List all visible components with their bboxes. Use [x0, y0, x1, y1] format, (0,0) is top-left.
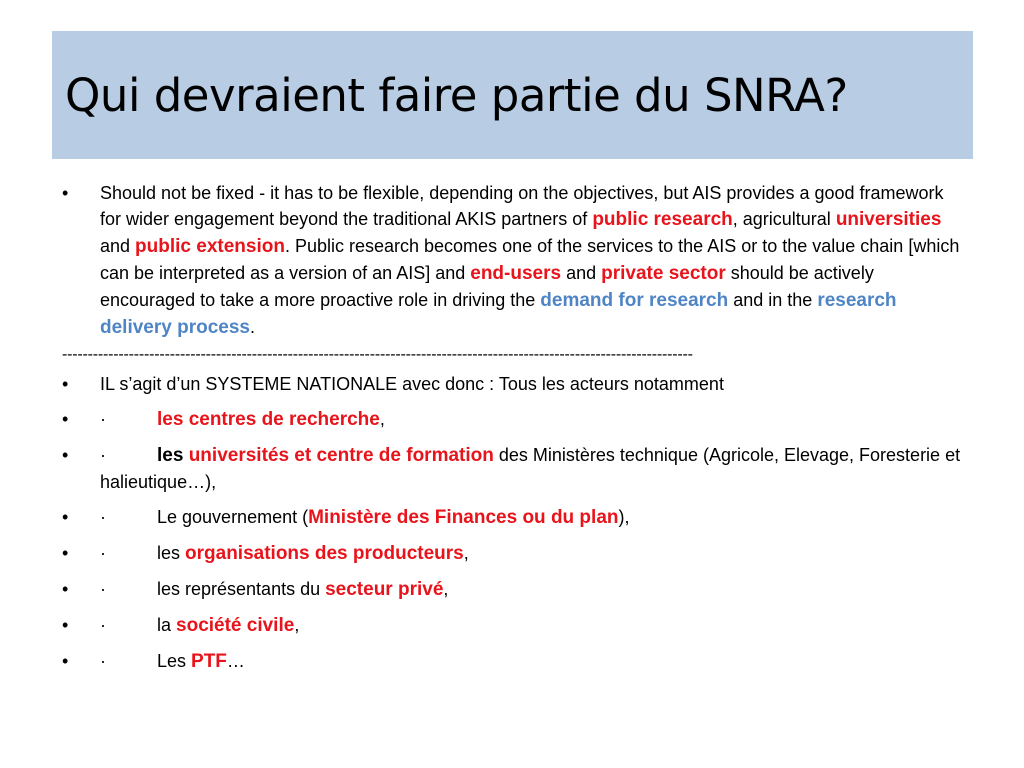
- highlight-universities: universities: [835, 209, 942, 230]
- highlight-demand-for-research: demand for research: [540, 290, 729, 311]
- text: . Public research becomes one of the services to the AIS or to the value chain [which can be interpreted as a version of an AIS] and: [100, 236, 960, 283]
- title-banner: [52, 31, 973, 159]
- highlight-research-delivery-process: research delivery process: [100, 290, 897, 338]
- text: …: [226, 651, 245, 671]
- text: des Ministères technique (Agricole, Elevage, Foresterie et halieutique…),: [100, 445, 961, 492]
- text: and: [100, 236, 136, 256]
- text: Should not be fixed - it has to be flexible, depending on the objectives, but AIS provides a good framework for wider engagement beyond the traditional AKIS partners of: [100, 183, 944, 229]
- bullet-icon: •: [62, 183, 69, 203]
- highlight-ptf: PTF: [191, 651, 227, 672]
- bullet-icon: •: [62, 651, 69, 671]
- highlight-centres: les centres de recherche: [157, 409, 380, 430]
- text: .: [249, 317, 255, 337]
- text: ,: [463, 543, 469, 563]
- highlight-ministere: Ministère des Finances ou du plan: [308, 507, 619, 528]
- bullet-icon: •: [62, 409, 69, 429]
- text: , agricultural: [732, 209, 836, 229]
- text: la: [157, 615, 177, 635]
- highlight-societe-civile: société civile: [176, 615, 295, 636]
- highlight-end-users: end-users: [470, 263, 562, 284]
- highlight-private-sector: private sector: [601, 263, 726, 284]
- bullet-item-societe-civile: [62, 612, 962, 639]
- highlight-universites: universités et centre de formation: [188, 445, 494, 466]
- text: and in the: [728, 290, 818, 310]
- sub-marker: ·: [100, 615, 106, 635]
- text: ,: [294, 615, 300, 635]
- bullet-item-centres: [62, 406, 962, 433]
- text: ,: [379, 409, 385, 429]
- text: should be actively encouraged to take a more proactive role in driving the: [100, 263, 874, 310]
- text: les: [157, 543, 186, 563]
- text: Les: [157, 651, 192, 671]
- text: and: [561, 263, 602, 283]
- text: ),: [618, 507, 630, 527]
- sub-marker: ·: [100, 409, 106, 429]
- bullet-item-secteur-prive: [62, 576, 962, 603]
- text: les représentants du: [157, 579, 326, 599]
- text: Le gouvernement (: [157, 507, 309, 527]
- bullet-item-systeme: [62, 371, 962, 397]
- bullet-icon: •: [62, 374, 69, 394]
- bullet-item-organisations: [62, 540, 962, 567]
- sub-marker: ·: [100, 543, 106, 563]
- bullet-item-gouvernement: [62, 504, 962, 531]
- highlight-secteur-prive: secteur privé: [325, 579, 444, 600]
- highlight-organisations: organisations des producteurs: [185, 543, 464, 564]
- sub-marker: ·: [100, 507, 106, 527]
- sub-marker: ·: [100, 579, 106, 599]
- bullet-item-universites: [62, 442, 962, 495]
- bold-les: les: [157, 445, 189, 466]
- bullet-icon: •: [62, 507, 69, 527]
- dashed-divider: ---------------------------------------------------------------------------------------------------------------------------: [62, 346, 693, 363]
- slide-body: [62, 180, 962, 684]
- slide-title: Qui devraient faire partie du SNRA?: [65, 68, 848, 122]
- bullet-icon: •: [62, 445, 69, 465]
- bullet-icon: •: [62, 543, 69, 563]
- bullet-item-framework: [62, 180, 962, 341]
- bullet-icon: •: [62, 579, 69, 599]
- highlight-public-research: public research: [592, 209, 733, 230]
- sub-marker: ·: [100, 445, 106, 465]
- text: ,: [443, 579, 449, 599]
- bullet-icon: •: [62, 615, 69, 635]
- highlight-public-extension: public extension: [135, 236, 285, 257]
- sub-marker: ·: [100, 651, 106, 671]
- text: IL s’agit d’un SYSTEME NATIONALE avec donc : Tous les acteurs notamment: [100, 374, 724, 394]
- bullet-item-ptf: [62, 648, 962, 675]
